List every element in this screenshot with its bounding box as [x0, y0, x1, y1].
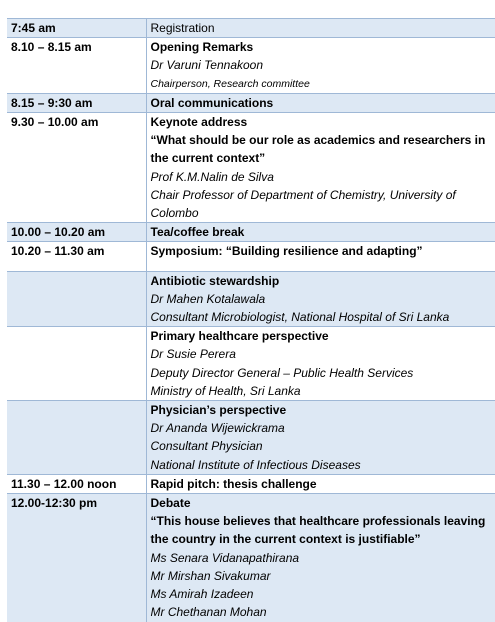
time-label: 7:45 am	[11, 21, 56, 35]
activity-line: Prof K.M.Nalin de Silva	[150, 169, 274, 184]
time-cell	[7, 113, 146, 223]
time-cell	[7, 19, 146, 38]
time-label: 9.30 – 10.00 am	[11, 115, 99, 130]
activity-line: Opening Remarks	[150, 40, 254, 55]
programme-document	[7, 18, 495, 622]
activity-line: Registration	[150, 21, 215, 35]
activity-line: Primary healthcare perspective	[150, 329, 329, 344]
time-cell	[7, 93, 146, 112]
time-cell	[7, 494, 146, 622]
time-cell	[7, 38, 146, 94]
time-cell	[7, 223, 146, 242]
time-cell	[7, 327, 146, 401]
table-row	[7, 474, 495, 493]
activity-line: Dr Ananda Wijewickrama	[150, 421, 285, 436]
time-label: 10.00 – 10.20 am	[11, 225, 106, 240]
table-row	[7, 494, 495, 622]
table-row	[7, 327, 495, 401]
time-label: 12.00-12:30 pm	[11, 496, 98, 511]
activity-line: Tea/coffee break	[150, 225, 245, 240]
table-row	[7, 223, 495, 242]
activity-line: Debate	[150, 496, 191, 511]
activity-line: Consultant Physician	[150, 439, 263, 454]
activity-cell	[146, 223, 495, 242]
programme-table	[7, 18, 495, 622]
table-row	[7, 271, 495, 327]
activity-cell	[146, 401, 495, 475]
activity-line: Physician’s perspective	[150, 403, 287, 418]
activity-cell	[146, 271, 495, 327]
activity-line: Oral communications	[150, 95, 274, 110]
time-label: 8.15 – 9:30 am	[11, 95, 93, 110]
time-cell	[7, 474, 146, 493]
time-label: 11.30 – 12.00 noon	[11, 476, 117, 491]
table-row	[7, 401, 495, 475]
activity-cell	[146, 113, 495, 223]
activity-line: Antibiotic stewardship	[150, 273, 280, 288]
activity-line: Ms Senara Vidanapathirana	[150, 550, 300, 565]
activity-line: Symposium: “Building resilience and adapting”	[150, 244, 423, 259]
activity-line: Dr Mahen Kotalawala	[150, 291, 266, 306]
activity-line: “What should be our role as academics and researchers in the current context”	[150, 133, 486, 166]
table-row	[7, 242, 495, 271]
activity-line: Dr Susie Perera	[150, 347, 236, 362]
time-cell	[7, 242, 146, 271]
time-cell	[7, 401, 146, 475]
table-row	[7, 113, 495, 223]
table-row	[7, 93, 495, 112]
table-row	[7, 19, 495, 38]
activity-line: “This house believes that healthcare professionals leaving the country in the current context is justifiable”	[150, 514, 486, 547]
activity-line: Ministry of Health, Sri Lanka	[150, 383, 301, 398]
activity-cell	[146, 474, 495, 493]
activity-cell	[146, 494, 495, 622]
time-cell	[7, 271, 146, 327]
activity-line: Deputy Director General – Public Health Services	[150, 365, 414, 380]
activity-line: Keynote address	[150, 115, 248, 130]
time-label: 10.20 – 11.30 am	[11, 244, 105, 259]
activity-line: Mr Mirshan Sivakumar	[150, 568, 271, 583]
activity-cell	[146, 93, 495, 112]
activity-line: Consultant Microbiologist, National Hospital of Sri Lanka	[150, 310, 450, 325]
time-label: 8.10 – 8.15 am	[11, 40, 92, 55]
table-row	[7, 38, 495, 94]
activity-line: Ms Amirah Izadeen	[150, 587, 254, 602]
activity-line: Dr Varuni Tennakoon	[150, 58, 264, 73]
activity-line: Chairperson, Research committee	[150, 77, 310, 90]
activity-cell	[146, 19, 495, 38]
activity-cell	[146, 242, 495, 271]
activity-line: National Institute of Infectious Diseases	[150, 457, 361, 472]
programme-table-body	[7, 19, 495, 622]
activity-line: Mr Chethanan Mohan	[150, 605, 267, 620]
activity-cell	[146, 327, 495, 401]
activity-line: Rapid pitch: thesis challenge	[150, 476, 317, 491]
activity-cell	[146, 38, 495, 94]
activity-line: Chair Professor of Department of Chemistry, University of Colombo	[150, 187, 456, 221]
